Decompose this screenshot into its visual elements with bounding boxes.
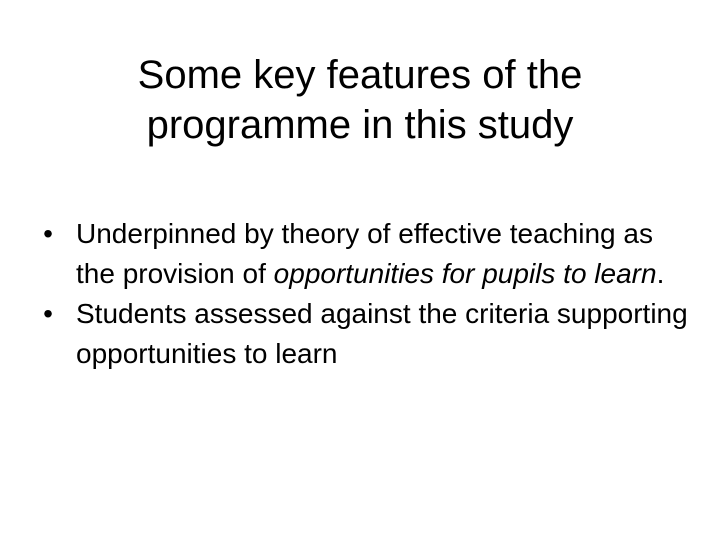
bullet-icon: •: [43, 218, 53, 249]
slide-title: [60, 50, 660, 150]
bullet-1-text-b: .: [656, 258, 665, 289]
bullet-1-text-italic: opportunities for pupils to learn: [273, 258, 657, 289]
bullet-item-1: [30, 214, 690, 294]
bullet-1-text-a: Underpinned by theory of effective teaching as the provision of: [76, 218, 653, 289]
bullet-2-text: Students assessed against the criteria supporting opportunities to learn: [76, 298, 688, 369]
bullet-icon: •: [43, 298, 53, 329]
title-line-1: Some key features of the: [137, 53, 583, 97]
title-line-2: programme in this study: [146, 103, 574, 147]
bullet-item-2: [30, 294, 690, 374]
bullet-list: [30, 214, 690, 374]
